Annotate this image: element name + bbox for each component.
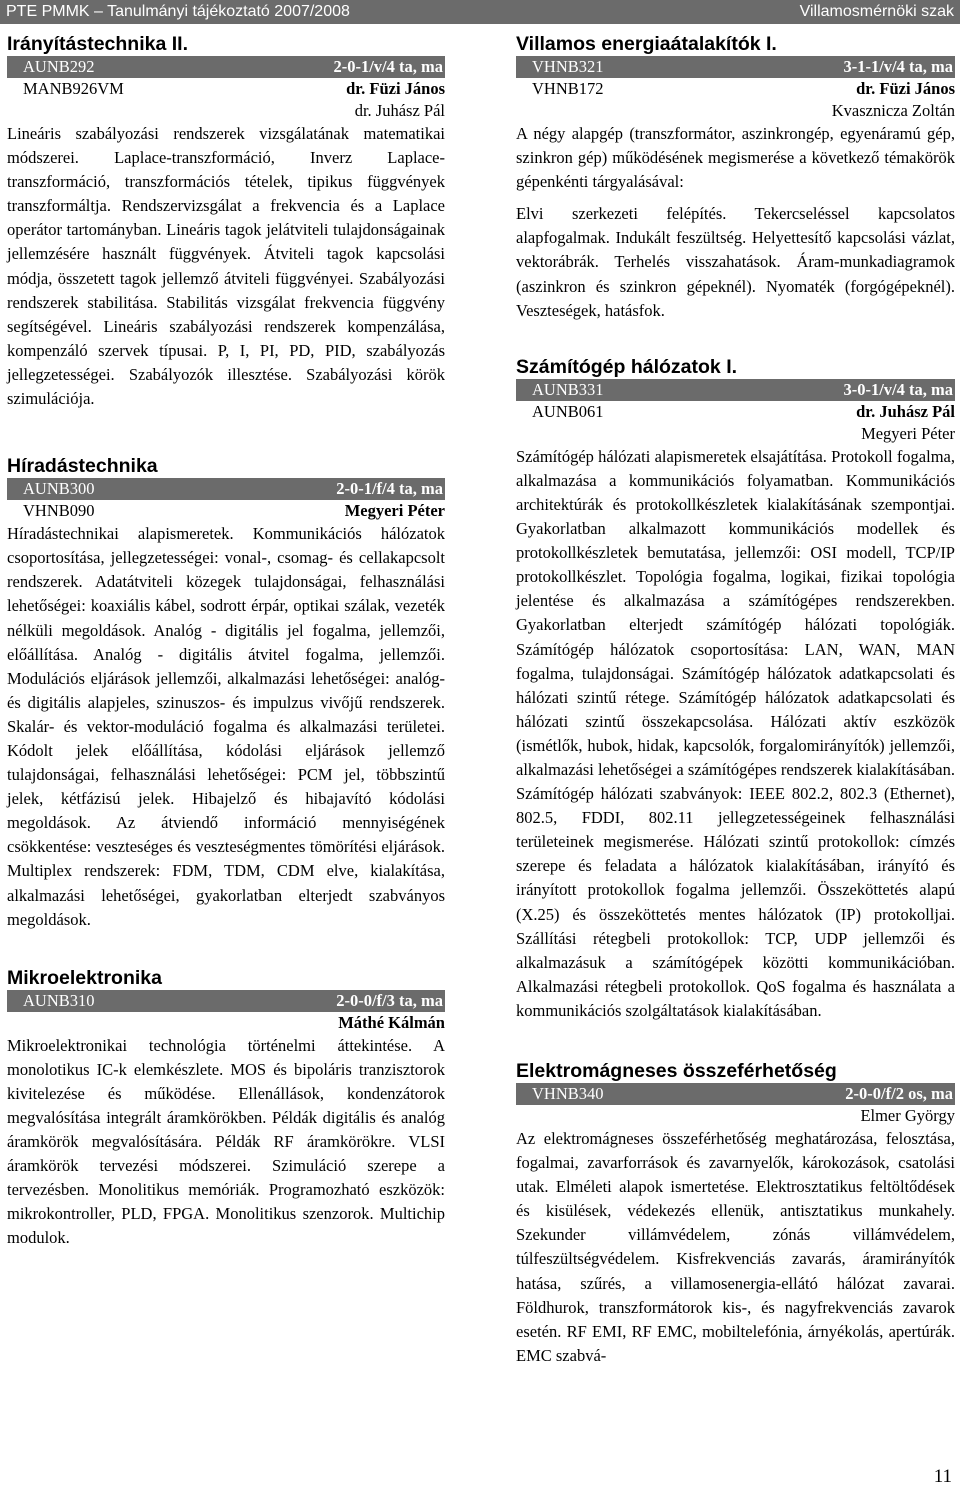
course-title: Híradástechnika [7, 455, 158, 478]
course-description: Az elektromágneses összeférhetőség meghatározása, felosztása, fogalmai, zavarforrások és zavarnyelők, károkozások, csatolási utak. Elméleti alapok ismertetése. Elektrosztatikus feltöltődések és kisülések, védekezés ellenük, antisztatikus munkahely. Szekunder villámvédelem, zónás villámvédelem, túlfeszültségvédelem. Kisfrekvenciás zavarás, áramirányítók hatása, szűrés, a villamosenergia-ellátó hálózat zavarai. Földhurok, transzformátorok kis-, és nagyfrekvenciás zavarok esetén. RF EMI, RF EMC, mobiltelefónia, árnyékolás, apertúrák. EMC szabvá- [516, 1129, 955, 1365]
course-title: Mikroelektronika [7, 966, 162, 989]
course-code: AUNB310 [23, 990, 95, 1010]
course-row [7, 78, 445, 100]
course-meta: 2-0-1/f/4 ta, ma [336, 479, 443, 499]
course-code-bar [516, 1083, 955, 1105]
course-code2: VHNB090 [23, 501, 95, 521]
left-column [7, 32, 445, 1251]
course-description: Híradástechnikai alapismeretek. Kommunikációs hálózatok csoportosítása, jellegzetességei: vonal-, csomag- és cellakapcsolt rendszerek. Adatátviteli közegek tulajdonságai, felhasználási lehetőségei: koaxiális kábel, sodrott érpár, optikai szálak, vezeték nélküli megoldások. Analóg - digitális jel fogalma, jellemzői, előállítása. Analóg - digitális átvitel fogalma, jellemzői. Modulációs eljárások jellemzői, alkalmazási lehetőségei: analóg- és digitális alapjeles, szinuszos- és impulzus vivőjű rendszerek. Skalár- és vektor-moduláció fogalma és alkalmazási területei. Kódolt jelek előállítása, kódolási eljárások jellemző tulajdonságai, felhasználási lehetőségei: PCM jel, többszintű jelek, kétfázisú jelek. Hibajelző és hibajavító kódolási megoldások. Az átviendő információ mennyiségének csökkentése: veszteséges és veszteségmentes tömörítési eljárások. Multiplex rendszerek: FDM, TDM, CDM elve, kialakítása, alkalmazási lehetőségei, gyakorlatban elterjedt szabványos megoldások. [7, 524, 445, 929]
course-meta: 2-0-0/f/3 ta, ma [336, 990, 443, 1010]
course-code: VHNB321 [532, 57, 604, 76]
course-code-bar [7, 56, 445, 78]
course-teacher: dr. Füzi János [346, 79, 445, 98]
course-code: AUNB331 [532, 379, 604, 399]
course-meta: 3-1-1/v/4 ta, ma [843, 57, 953, 76]
course-teacher: Elmer György [860, 1106, 955, 1125]
course-code-bar [7, 478, 445, 500]
course-teacher: Megyeri Péter [344, 501, 445, 521]
course-row [7, 1012, 445, 1034]
course-row [516, 401, 955, 423]
course-teacher: dr. Juhász Pál [856, 401, 955, 421]
course-teacher: dr. Juhász Pál [354, 101, 445, 120]
header-left: PTE PMMK – Tanulmányi tájékoztató 2007/2008 [6, 3, 350, 20]
course-description: Lineáris szabályozási rendszerek vizsgálatának matematikai módszerei. Laplace-transzformáció, Inverz Laplace-transzformáció, transzformációs tételek, tipikus függvények transzformáltja. Rendszervizsgálat a frekvencia és a Laplace operátor tartományban. Lineáris tagok jelátviteli tulajdonságainak jellemzésére használt függvények. Átviteli tagok kapcsolási módja, összetett tagok jellemző átviteli függvényei. Szabályozási rendszerek stabilitása. Stabilitás vizsgálat frekvencia függvény segítségével. Lineáris szabályozási rendszerek kompenzálása, kompenzáló szervek típusai. P, I, PI, PD, PID, szabályozás jellegzetességei. Szabályozók illesztése. Szabályozási körök szimulációja. [7, 124, 445, 409]
course-description: Számítógép hálózati alapismeretek elsajátítása. Protokoll fogalma, alkalmazása a kommunikációs folyamatban. Kommunikációs architektúrák és protokollkészletek kialakításának szempontjai. Gyakorlatban alkalmazott kommunikációs modellek és protokollkészletek bemutatása, jellemzői: OSI modell, TCP/IP protokollkészlet. Topológia fogalma, logikai, fizikai topológia jelentése és alkalmazása a számítógépes rendszerekben. Gyakorlatban elterjedt számítógép hálózati topológiák. Számítógép hálózatok csoportosítása: LAN, WAN, MAN fogalma, tulajdonságai. Számítógép hálózatok adatkapcsolati és hálózati szintű rétege. Számítógép hálózatok adatkapcsolati és hálózati szintű összekapcsolása. Hálózati aktív eszközök (ismétlők, hubok, hidak, kapcsolók, forgalomirányítók) jellemzői, alkalmazási lehetőségei a számítógépes rendszerek kialakításában. Számítógép hálózati szabványok: IEEE 802.2, 802.3 (Ethernet), 802.5, FDDI, 802.11 jellegzetességeinek felhasználási területeinek megismerése. Hálózati szintű protokollok: címzés szerepe és feladata a hálózatok kialakításában, irányító és irányított protokollok fogalma jellemzői. Összeköttetés alapú (X.25) és összeköttetés mentes hálózatok (IP) protokolljai. Szállítási rétegbeli protokollok: TCP, UDP jellemzői és alkalmazásuk a számítógépek közötti kommunikációban. Alkalmazási rétegbeli protokollok. QoS fogalma és használata a kommunikációs szolgáltatások kialakításában. [516, 446, 955, 1020]
page-header [0, 0, 960, 24]
course-teacher: dr. Füzi János [856, 79, 955, 98]
course-mikroelektronika [7, 966, 445, 1251]
course-teacher: Kvasznicza Zoltán [831, 101, 955, 120]
course-row [516, 423, 955, 445]
right-column [516, 32, 955, 1368]
course-teacher: Máthé Kálmán [338, 1012, 445, 1032]
course-hiradastechnika [7, 454, 445, 932]
course-row [7, 500, 445, 522]
course-teacher: Megyeri Péter [861, 423, 955, 443]
course-emc [516, 1059, 955, 1368]
header-right: Villamosmérnöki szak [799, 3, 954, 20]
course-code: AUNB292 [23, 57, 95, 76]
course-code: AUNB300 [23, 479, 95, 499]
course-description: A négy alapgép (transzformátor, aszinkrongép, egyenáramú gép, szinkron gép) működésének megismerése a következő témakörök gépenkénti tárgyalásával: [516, 124, 955, 192]
course-title: Elektromágneses összeférhetőség [516, 1060, 837, 1082]
course-description: Mikroelektronikai technológia történelmi áttekintése. A monolotikus IC-k elemkészlete. MOS és bipoláris tranzisztorok kivitelezése és működése. Ellenállások, kondenzátorok megvalósítása integrált áramkörökben. Példák digitális és analóg áramkörök megvalósítására. Példák RF áramkörökre. VLSI áramkörök tervezési módszerei. Szimuláció szerepe a tervezésben. Monolitikus memóriák. Programozható eszközök: mikrokontroller, PLD, FPGA. Monolitikus szenzorok. Multichip modulok. [7, 1035, 445, 1248]
course-code: VHNB340 [532, 1084, 604, 1103]
course-energiaatalakitok [516, 32, 955, 323]
course-code2: AUNB061 [532, 401, 604, 421]
course-code2: VHNB172 [532, 79, 604, 98]
course-meta: 3-0-1/v/4 ta, ma [843, 379, 953, 399]
course-code2: MANB926VM [23, 79, 124, 98]
course-szamitogep-halozatok [516, 355, 955, 1023]
course-meta: 2-0-1/v/4 ta, ma [333, 57, 443, 76]
course-code-bar [516, 56, 955, 78]
course-title: Villamos energiaátalakítók I. [516, 33, 777, 55]
course-title: Irányítástechnika II. [7, 33, 188, 55]
course-code-bar [7, 990, 445, 1012]
course-row [516, 1105, 955, 1127]
course-row [516, 78, 955, 100]
course-title: Számítógép hálózatok I. [516, 355, 738, 378]
course-description: Elvi szerkezeti felépítés. Tekercseléssel kapcsolatos alapfogalmak. Indukált feszültség. Helyettesítő kapcsolási vázlat, vektorábrák. Terhelés visszahatások. Áram-munkadiagramok (aszinkron és szinkron gépeknél). Nyomaték (forgógépeknél). Veszteségek, hatásfok. [516, 204, 955, 320]
page-number: 11 [933, 1466, 952, 1487]
course-code-bar [516, 379, 955, 401]
course-row [516, 100, 955, 122]
course-meta: 2-0-0/f/2 os, ma [845, 1084, 953, 1103]
course-iranyitastechnika [7, 32, 445, 411]
course-row [7, 100, 445, 122]
